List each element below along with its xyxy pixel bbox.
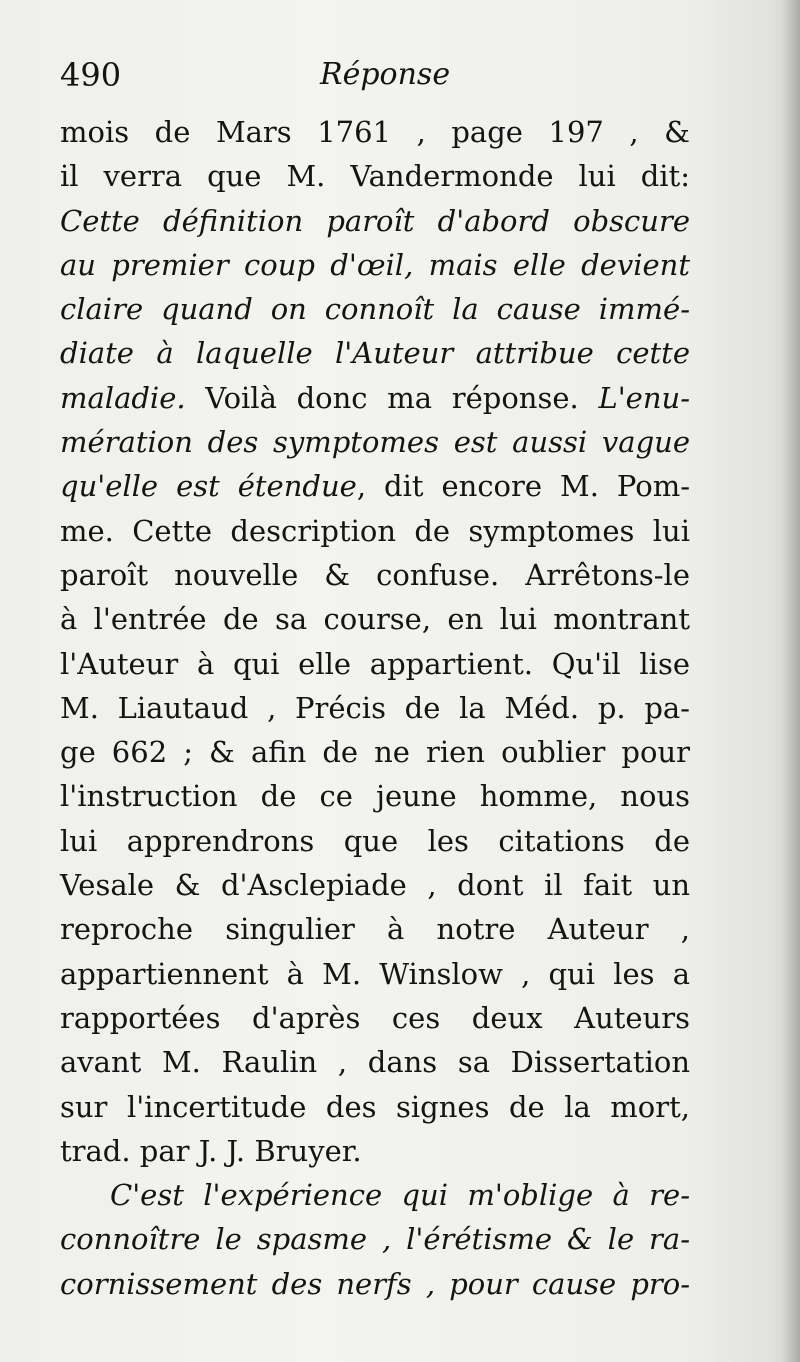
roman-text: appartiennent à M. Winslow , qui les a — [60, 956, 690, 991]
roman-text: reproche singulier à notre Auteur , — [60, 912, 690, 947]
text-line — [60, 331, 690, 375]
text-line — [60, 154, 690, 198]
italic-text: qu'elle est étendue — [60, 469, 357, 504]
italic-text: Cette définition paroît d'abord obscure — [60, 203, 690, 238]
roman-text: me. Cette description de symptomes lui — [60, 513, 690, 548]
roman-text: ge 662 ; & afin de ne rien oublier pour — [60, 735, 690, 770]
text-line — [60, 1217, 690, 1261]
text-line — [60, 199, 690, 243]
text-line — [60, 774, 690, 818]
text-line — [60, 819, 690, 863]
roman-text: lui apprendrons que les citations de — [60, 823, 690, 858]
running-head: Réponse — [320, 57, 451, 92]
text-line — [60, 1262, 690, 1306]
text-line — [60, 376, 690, 420]
roman-text: Voilà donc ma réponse. — [185, 380, 599, 415]
text-line — [60, 730, 690, 774]
italic-text: au premier coup d'œil, mais elle devient — [60, 247, 690, 282]
text-line — [60, 1085, 690, 1129]
page-header — [60, 50, 690, 100]
text-line — [60, 1129, 690, 1173]
text-line — [60, 863, 690, 907]
text-line — [60, 110, 690, 154]
text-line — [60, 996, 690, 1040]
roman-text: il verra que M. Vandermonde lui dit: — [60, 159, 690, 194]
roman-text: Vesale & d'Asclepiade , dont il fait un — [60, 868, 690, 903]
roman-text: à l'entrée de sa course, en lui montrant — [60, 602, 690, 637]
text-line — [60, 1040, 690, 1084]
text-line — [60, 243, 690, 287]
roman-text: mois de Mars 1761 , page 197 , & — [60, 115, 690, 149]
text-line — [60, 464, 690, 508]
roman-text: rapportées d'après ces deux Auteurs — [60, 1000, 690, 1035]
text-line — [60, 553, 690, 597]
text-line — [60, 952, 690, 996]
italic-text: claire quand on connoît la cause immé- — [60, 292, 690, 327]
italic-text: diate à laquelle l'Auteur attribue cette — [60, 336, 690, 371]
text-line — [60, 420, 690, 464]
text-line — [60, 597, 690, 641]
text-line — [60, 642, 690, 686]
roman-text: l'Auteur à qui elle appartient. Qu'il lise — [60, 646, 690, 681]
italic-text: mération des symptomes est aussi vague — [60, 425, 690, 460]
roman-text: paroît nouvelle & confuse. Arrêtons-le — [60, 557, 690, 592]
roman-text: avant M. Raulin , dans sa Dissertation — [60, 1045, 690, 1080]
text-line — [60, 509, 690, 553]
roman-text: M. Liautaud , Précis de la Méd. p. pa- — [60, 690, 690, 725]
body-text — [60, 110, 690, 1306]
roman-text: sur l'incertitude des signes de la mort, — [60, 1089, 690, 1124]
text-line — [60, 287, 690, 331]
italic-text: connoître le spasme , l'érétisme & le ra- — [60, 1222, 690, 1257]
italic-text: cornissement des nerfs , pour cause pro- — [60, 1266, 690, 1301]
text-line — [60, 686, 690, 730]
italic-text: L'enu- — [598, 380, 690, 415]
italic-text: C'est l'expérience qui m'oblige à re- — [110, 1178, 690, 1213]
roman-text: trad. par J. J. Bruyer. — [60, 1133, 362, 1168]
roman-text: l'instruction de ce jeune homme, nous — [60, 779, 690, 814]
text-line — [60, 907, 690, 951]
italic-text: maladie. — [60, 380, 186, 415]
text-line — [60, 1173, 690, 1217]
page-number: 490 — [60, 56, 122, 94]
roman-text: , dit encore M. Pom- — [356, 469, 691, 504]
